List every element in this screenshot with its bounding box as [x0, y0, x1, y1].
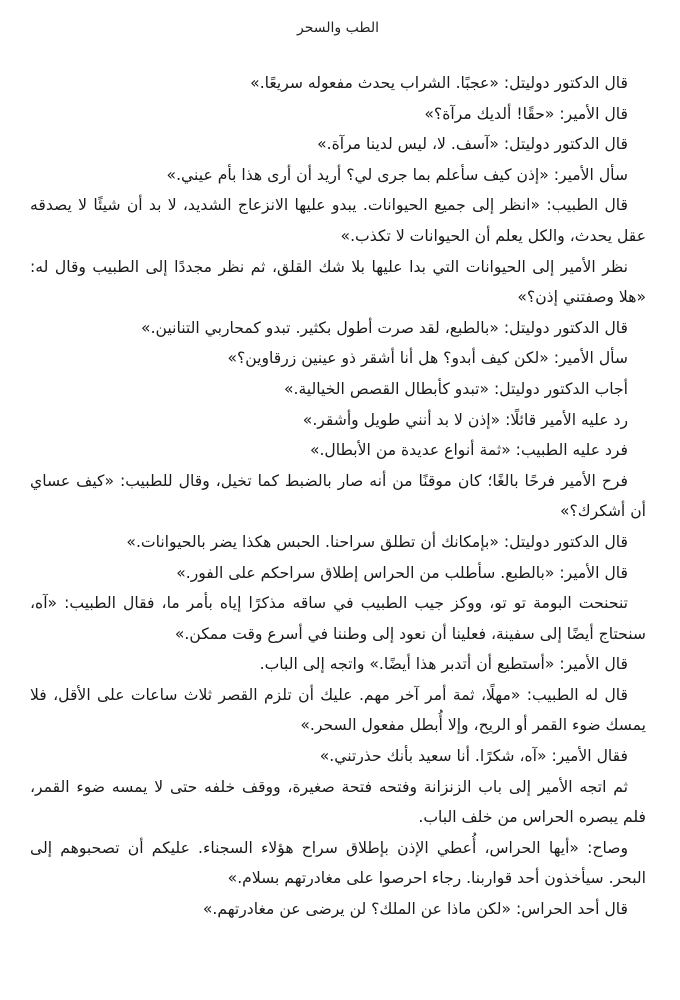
paragraph-5: قال الطبيب: «انظر إلى جميع الحيوانات. يبدو عليها الانزعاج الشديد، لا بد أن شيئًا لا يصدقه عقل يحدث، والكل يعلم أن الحيوانات لا تكذب.»: [30, 196, 646, 245]
paragraph-3: قال الدكتور دوليتل: «آسف. لا، ليس لدينا مرآة.»: [317, 135, 628, 154]
paragraph-7: قال الدكتور دوليتل: «بالطبع، لقد صرت أطول بكثير. تبدو كمحاربي التنانين.»: [141, 318, 628, 337]
paragraph-18: فقال الأمير: «آه، شكرًا. أنا سعيد بأنك حذرتني.»: [319, 747, 628, 766]
paragraph-14: قال الأمير: «بالطبع. سأطلب من الحراس إطلاق سراحكم على الفور.»: [176, 563, 628, 582]
paragraph-16: قال الأمير: «أستطيع أن أتدبر هذا أيضًا.» واتجه إلى الباب.: [259, 655, 628, 674]
paragraph-4: سأل الأمير: «إذن كيف سأعلم بما جرى لي؟ أريد أن أرى هذا بأم عيني.»: [166, 165, 628, 184]
paragraph-6: نظر الأمير إلى الحيوانات التي بدا عليها بلا شك القلق، ثم نظر مجددًا إلى الطبيب وقال له: «هلا وصفتني إذن؟»: [30, 257, 646, 307]
paragraph-9: أجاب الدكتور دوليتل: «تبدو كأبطال القصص الخيالية.»: [283, 379, 628, 398]
paragraph-19: ثم اتجه الأمير إلى باب الزنزانة وفتحه فتحة صغيرة، ووقف خلفه حتى لا يمسه ضوء القمر، فلم يبصره الحراس من خلف الباب.: [30, 777, 646, 827]
running-head-title: الطب والسحر: [296, 20, 379, 36]
paragraph-11: فرد عليه الطبيب: «ثمة أنواع عديدة من الأبطال.»: [309, 441, 628, 460]
paragraph-10: رد عليه الأمير قائلًا: «إذن لا بد أنني طويل وأشقر.»: [302, 410, 628, 429]
paragraph-2: قال الأمير: «حقًا! ألديك مرآة؟»: [424, 104, 628, 123]
body-text: [30, 68, 646, 925]
paragraph-20: وصاح: «أيها الحراس، أُعطي الإذن بإطلاق سراح هؤلاء السجناء. عليكم أن تصحبوهم إلى البحر. سيأخذون أحد قواربنا. رجاء احرصوا على مغادرتهم بسلام.»: [30, 838, 646, 888]
paragraph-1: قال الدكتور دوليتل: «عجبًا. الشراب يحدث مفعوله سريعًا.»: [250, 74, 628, 92]
paragraph-21: قال أحد الحراس: «لكن ماذا عن الملك؟ لن يرضى عن مغادرتهم.»: [202, 900, 628, 919]
paragraph-17: قال له الطبيب: «مهلًا، ثمة أمر آخر مهم. عليك أن تلزم القصر ثلاث ساعات على الأقل، فلا يمسك ضوء القمر أو الريح، وإلا أُبطل مفعول السحر.»: [30, 685, 646, 735]
paragraph-15: تنحنحت البومة تو تو، ووكز جيب الطبيب في ساقه مذكرًا إياه بأمر ما، فقال الطبيب: «آه، سنحتاج أيضًا إلى سفينة، فعلينا أن نعود إلى وطننا في أسرع وقت ممكن.»: [30, 594, 646, 643]
paragraph-12: فرح الأمير فرحًا بالغًا؛ كان موقنًا من أنه صار بالضبط كما تخيل، وقال للطبيب: «كيف عساي أن أشكرك؟»: [30, 471, 646, 521]
paragraph-13: قال الدكتور دوليتل: «بإمكانك أن تطلق سراحنا. الحبس هكذا يضر بالحيوانات.»: [126, 532, 628, 551]
paragraph-8: سأل الأمير: «لكن كيف أبدو؟ هل أنا أشقر ذو عينين زرقاوين؟»: [227, 349, 628, 368]
